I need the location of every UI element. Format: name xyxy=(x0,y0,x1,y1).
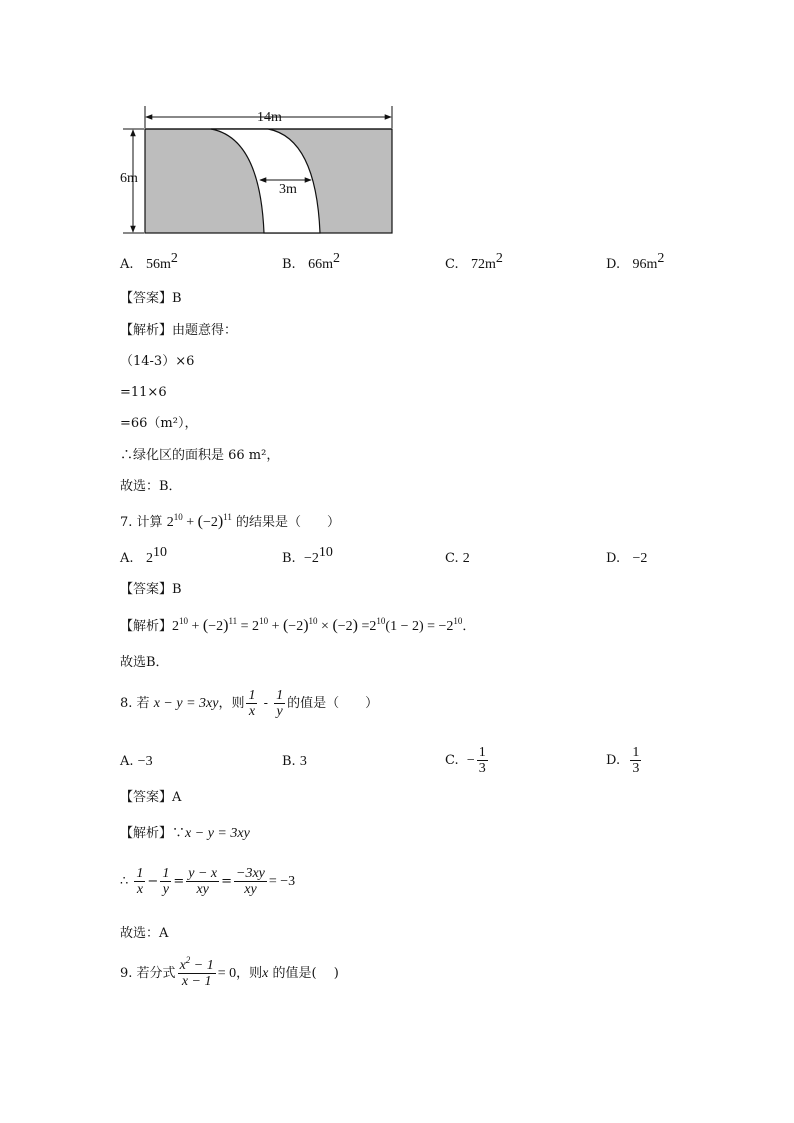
q6-conclusion: 故选：B． xyxy=(120,479,182,494)
q6-option-d[interactable]: D. $96m^2$ xyxy=(606,251,665,272)
q7-option-d[interactable]: D. −2 xyxy=(606,551,648,566)
q6-step-1: （14-3）×6 xyxy=(120,354,195,369)
height-label: 6m xyxy=(120,171,138,186)
q7-option-c[interactable]: C. 2 xyxy=(445,551,470,566)
path-width-label: 3m xyxy=(279,182,297,197)
q6-step-3: =66（m²）， xyxy=(120,416,198,431)
q8-option-b[interactable]: B. 3 xyxy=(282,754,307,769)
q6-step-4: ∴绿化区的面积是 66 m²， xyxy=(120,448,280,463)
q6-option-a[interactable]: A. $56m^2$ xyxy=(120,251,178,272)
q8-answer: 【答案】A xyxy=(120,790,182,805)
q7-answer: 【答案】B xyxy=(120,582,182,597)
q6-option-b[interactable]: B. $66m^2$ xyxy=(282,251,340,272)
q7-analysis: 【解析】$2^{10} + (-2)^{11} = 2^{10} + (-2)^{10} \times (-2) =2^{10}(1 - 2) = -2^{10}$． xyxy=(120,616,476,634)
q6-option-c[interactable]: C. $72m^2$ xyxy=(445,251,503,272)
q6-analysis: 【解析】由题意得： xyxy=(120,323,238,338)
q8-option-d[interactable]: D. $\frac{1}{3}$ xyxy=(606,745,640,776)
q8-option-a[interactable]: A. −3 xyxy=(120,754,153,769)
q8-derivation: ∴ $\frac{1}{x}$ − $\frac{1}{y}$ = $\frac{y - x}{xy}$ = $\frac{-3xy}{xy}$ = −3 xyxy=(120,866,296,897)
width-label: 14m xyxy=(257,110,282,125)
q8-option-c[interactable]: C. − $\frac{1}{3}$ xyxy=(445,745,486,776)
q6-answer: 【答案】B xyxy=(120,291,182,306)
q6-step-2: =11×6 xyxy=(120,385,167,400)
q7-option-b[interactable]: B. $-2^{10}$ xyxy=(282,545,333,566)
q8-conclusion: 故选：A xyxy=(120,926,169,941)
q9-stem: 9. 若分式 $\frac{x^2 - 1}{x - 1}$ = 0，则x 的值是( ) xyxy=(120,955,339,989)
q7-option-a[interactable]: A. $2^{10}$ xyxy=(120,545,167,566)
q7-analysis-expression: $2^{10} + (-2)^{11} = 2^{10} + (-2)^{10} \times (-2) =2^{10}(1 - 2) = -2^{10}$ xyxy=(172,616,463,634)
q7-stem: 7. 计算 $2^{10} + (-2)^{11}$ 的结果是（ ） xyxy=(120,512,340,530)
q7-conclusion: 故选B． xyxy=(120,655,169,670)
q8-condition: x − y = 3xy xyxy=(153,696,219,711)
q8-stem: 8. 若 x − y = 3xy，则 $\frac{1}{x}$ - $\frac{1}{y}$ 的值是（ ） xyxy=(120,688,379,719)
q7-expression: $2^{10} + (-2)^{11}$ xyxy=(166,512,232,530)
q8-analysis: 【解析】∵x − y = 3xy xyxy=(120,826,250,841)
